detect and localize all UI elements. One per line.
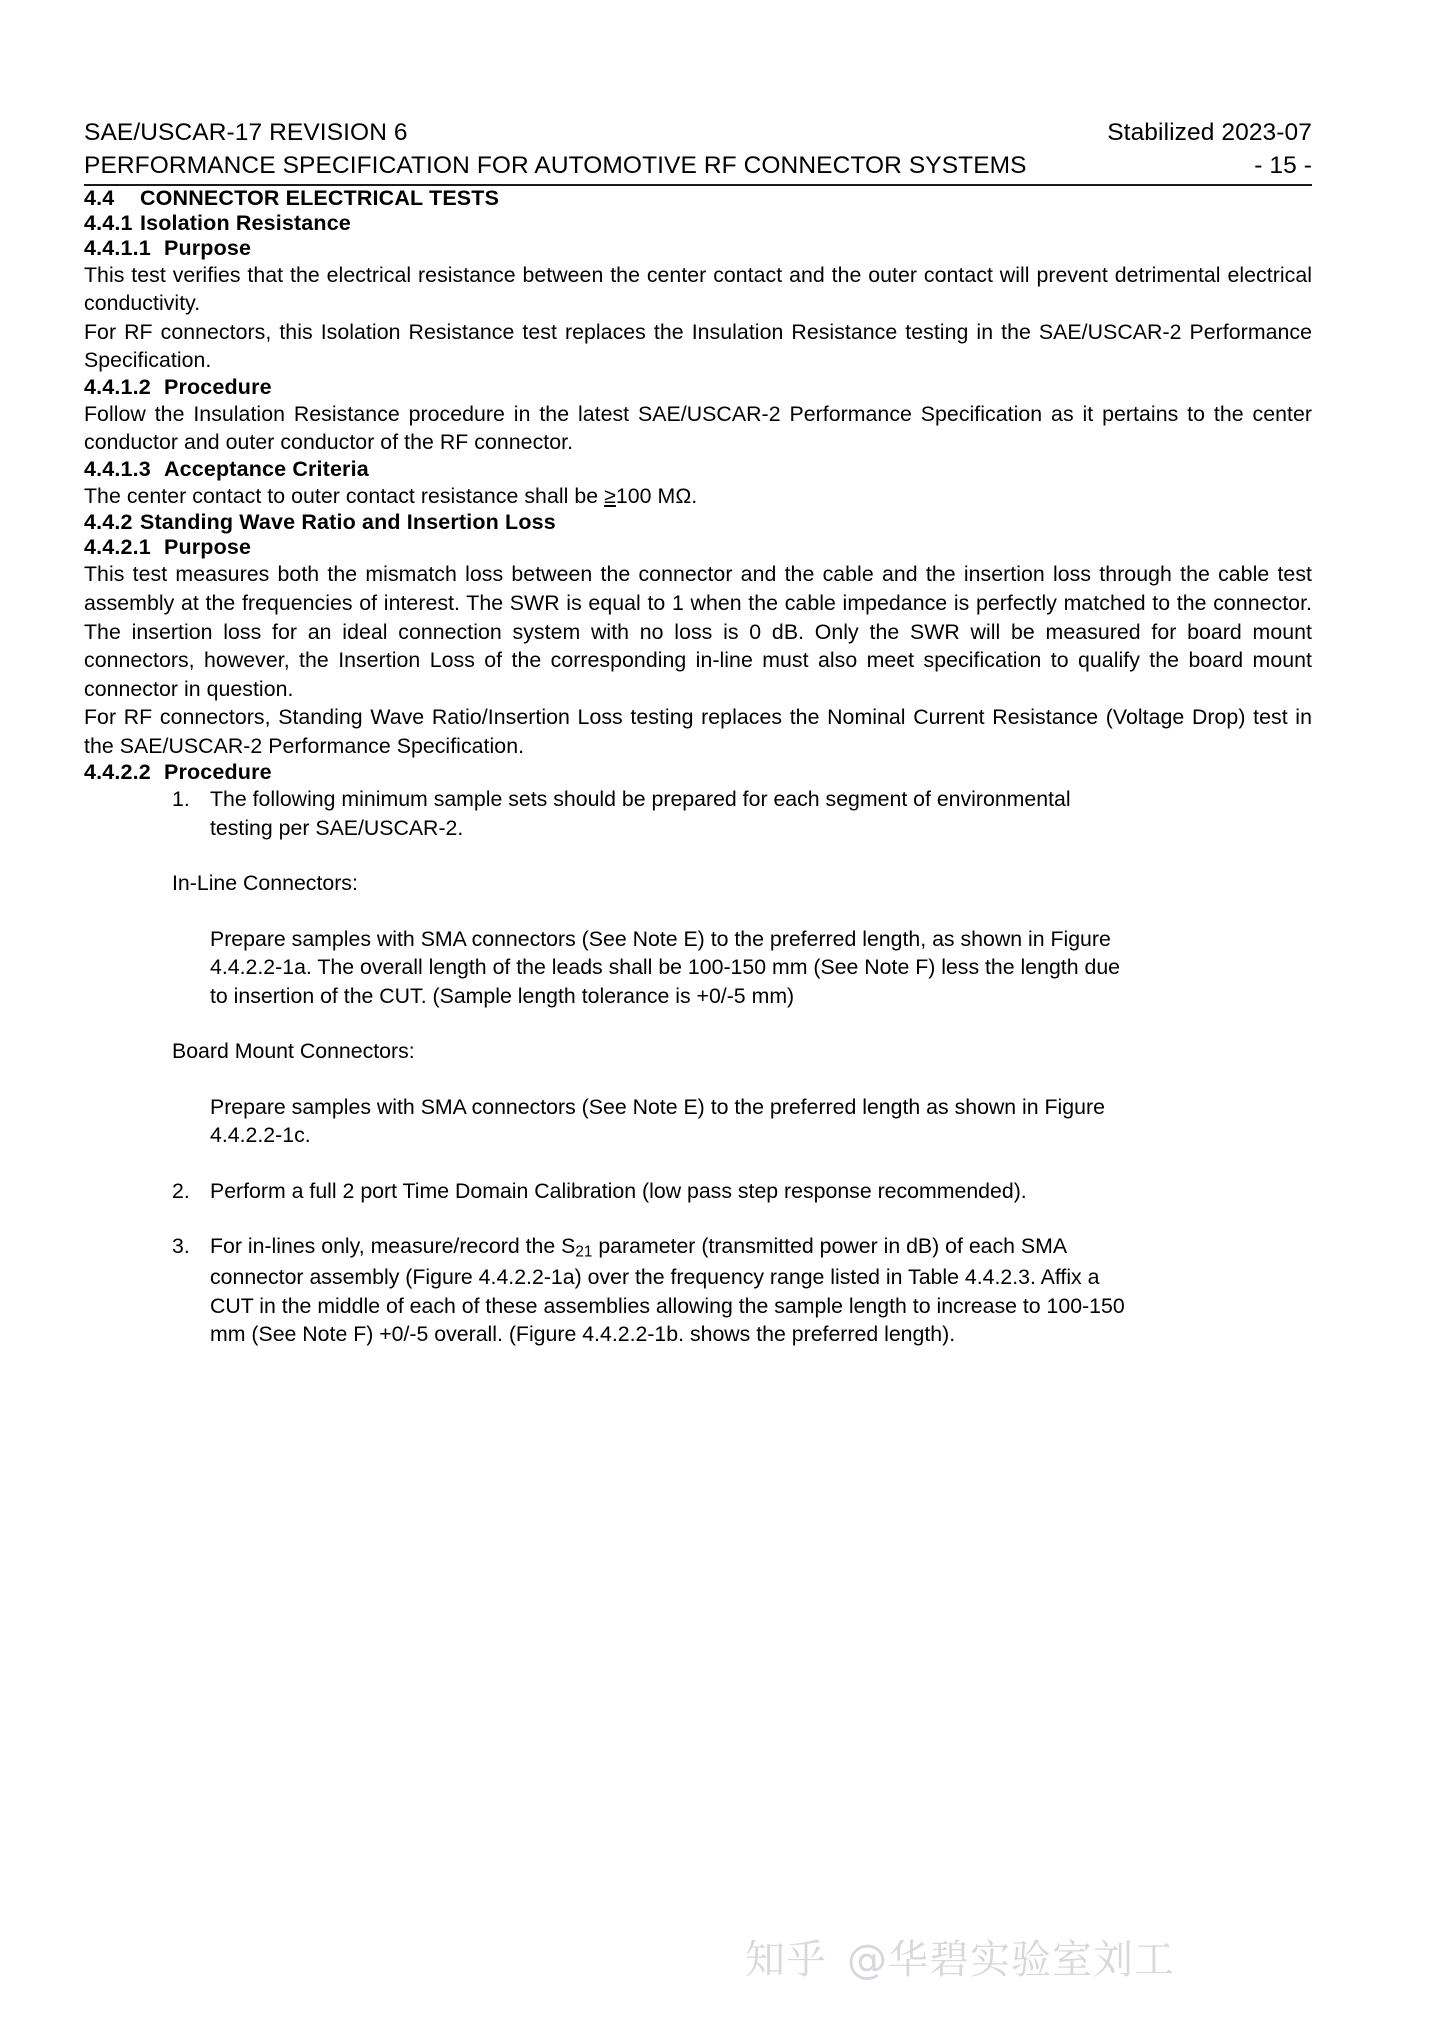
heading-4-4-1-3-title: Acceptance Criteria: [164, 456, 369, 481]
document-status: Stabilized 2023-07: [1107, 119, 1312, 146]
heading-4-4-1-1-number: 4.4.1.1: [84, 235, 151, 260]
heading-4-4-2-1-title: Purpose: [164, 535, 252, 560]
heading-4-4-1-2: [84, 375, 1312, 400]
watermark-username: @华碧实验室刘工: [847, 1937, 1175, 1983]
list-item-1: [172, 785, 1312, 842]
board-mount-connectors-text: Prepare samples with SMA connectors (See Note E) to the preferred length as shown in Figure 4.4.2.2-1c.: [210, 1094, 1105, 1148]
heading-4-4-2-number: 4.4.2: [84, 510, 133, 535]
heading-4-4-1-3-number: 4.4.1.3: [84, 456, 151, 481]
list-item-1-text: The following minimum sample sets should be prepared for each segment of environmental testing per SAE/USCAR-2.: [210, 787, 1071, 840]
board-mount-connectors-label: Board Mount Connectors:: [172, 1039, 415, 1064]
heading-4-4-2: [84, 510, 1312, 535]
heading-4-4-1-2-title: Procedure: [164, 374, 272, 399]
list-item-3-text-prefix: For in-lines only, measure/record the S: [210, 1234, 576, 1259]
heading-4-4-1-2-number: 4.4.1.2: [84, 374, 151, 399]
page-number: - 15 -: [1254, 151, 1312, 179]
greater-equal-symbol: ≥: [604, 483, 616, 508]
heading-4-4-1-1-title: Purpose: [164, 235, 252, 260]
paragraph-purpose-isolation-1: This test verifies that the electrical resistance between the center contact and the outer contact will prevent detrimental electrical conductivity.: [84, 262, 1312, 316]
in-line-connectors-text: Prepare samples with SMA connectors (See Note E) to the preferred length, as shown in Figure 4.4.2.2-1a. The overall length of the leads shall be 100-150 mm (See Note F) less the length due to insertion of the CUT. (Sample length tolerance is +0/-5 mm): [210, 926, 1121, 1008]
heading-4-4-1-title: Isolation Resistance: [140, 210, 351, 235]
heading-4-4-number: 4.4: [84, 185, 115, 210]
paragraph-acceptance-criteria: [84, 482, 1312, 511]
heading-4-4-2-1: [84, 535, 1312, 560]
header-row-top: [84, 118, 1312, 149]
paragraph-purpose-swr-2: For RF connectors, Standing Wave Ratio/Insertion Loss testing replaces the Nominal Current Resistance (Voltage Drop) test in the SAE/USCAR-2 Performance Specification.: [84, 705, 1312, 758]
watermark: [745, 1928, 1175, 1985]
heading-4-4: [84, 186, 1312, 211]
list-item-2-text: Perform a full 2 port Time Domain Calibration (low pass step response recommended).: [210, 1178, 1027, 1203]
page-header: [84, 118, 1312, 186]
heading-4-4-2-2-title: Procedure: [164, 760, 272, 785]
in-line-connectors-label: In-Line Connectors:: [172, 871, 358, 896]
heading-4-4-1-1: [84, 236, 1312, 261]
procedure-list: [84, 785, 1312, 1349]
list-item-3-marker: 3.: [172, 1234, 190, 1259]
document-title: PERFORMANCE SPECIFICATION FOR AUTOMOTIVE RF CONNECTOR SYSTEMS: [84, 151, 1027, 179]
list-item-2: [172, 1177, 1312, 1206]
paragraph-purpose-swr-1: This test measures both the mismatch loss between the connector and the cable and the insertion loss through the cable test assembly at the frequencies of interest. The SWR is equal to 1 when the cable impedance is perfectly matched to the connector. The insertion loss for an ideal connection system with no loss is 0 dB. Only the SWR will be measured for board mount connectors, however, the Insertion Loss of the corresponding in-line must also meet specification to qualify the board mount connector in question.: [84, 562, 1312, 701]
heading-4-4-1: [84, 211, 1312, 236]
heading-4-4-title: CONNECTOR ELECTRICAL TESTS: [140, 185, 500, 210]
document-id: SAE/USCAR-17 REVISION 6: [84, 119, 408, 146]
heading-4-4-2-2-number: 4.4.2.2: [84, 760, 151, 785]
paragraph-procedure-isolation: Follow the Insulation Resistance procedure in the latest SAE/USCAR-2 Performance Specification as it pertains to the center conductor and outer conductor of the RF connector.: [84, 401, 1312, 455]
s21-subscript: 21: [575, 1243, 593, 1261]
watermark-brand: 知乎: [745, 1937, 827, 1983]
heading-4-4-2-1-number: 4.4.2.1: [84, 535, 151, 560]
list-item-3-text-suffix: parameter (transmitted power in dB) of each SMA connector assembly (Figure 4.4.2.2-1a) over the frequency range listed in Table 4.4.2.3. Affix a CUT in the middle of each of these assemblies allowing the sample length to increase to 100-150 mm (See Note F) +0/-5 overall. (Figure 4.4.2.2-1b. shows the preferred length).: [210, 1234, 1125, 1347]
list-item-2-marker: 2.: [172, 1178, 190, 1203]
list-item-3-text: [210, 1232, 1130, 1349]
heading-4-4-2-2: [84, 760, 1312, 785]
list-item-3: [172, 1232, 1312, 1349]
header-row-bottom: [84, 151, 1312, 186]
heading-4-4-2-title: Standing Wave Ratio and Insertion Loss: [140, 510, 556, 535]
heading-4-4-1-number: 4.4.1: [84, 210, 133, 235]
paragraph-purpose-isolation-2: For RF connectors, this Isolation Resistance test replaces the Insulation Resistance testing in the SAE/USCAR-2 Performance Specification.: [84, 319, 1312, 373]
heading-4-4-1-3: [84, 457, 1312, 482]
acceptance-text-value: 100 MΩ.: [615, 483, 698, 508]
acceptance-text-prefix: The center contact to outer contact resistance shall be: [84, 483, 605, 508]
list-item-1-marker: 1.: [172, 787, 190, 812]
